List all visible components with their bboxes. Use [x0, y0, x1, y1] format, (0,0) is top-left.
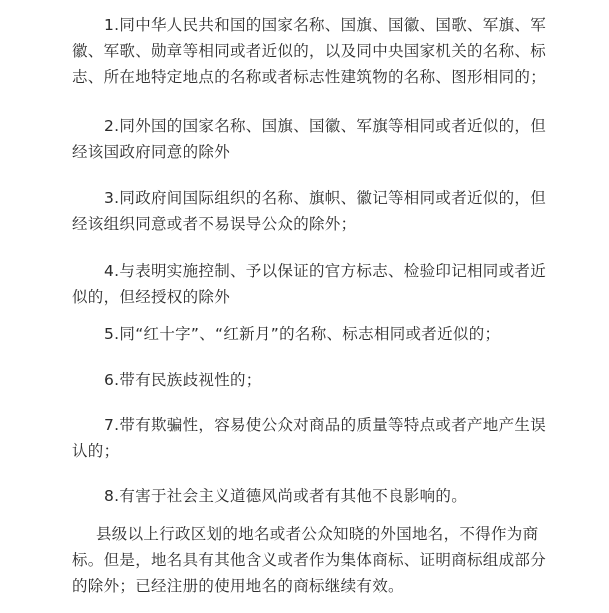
clause-8-line-1: 8.有害于社会主义道德风尚或者有其他不良影响的。	[104, 487, 467, 505]
clause-2-line-2: 经该国政府同意的除外	[72, 143, 231, 161]
clause-4	[72, 258, 546, 310]
clause-2	[72, 113, 546, 165]
clause-3-line-2: 经该组织同意或者不易误导公众的除外；	[72, 215, 357, 233]
clause-7-line-2: 认的；	[72, 442, 120, 460]
clause-1-line-2: 徽、军歌、勋章等相同或者近似的，以及同中央国家机关的名称、标	[72, 42, 547, 60]
clause-3	[72, 185, 546, 237]
place-name-line-3: 的除外；已经注册的使用地名的商标继续有效。	[72, 577, 404, 595]
clause-1-line-1: 1.同中华人民共和国的国家名称、国旗、国徽、国歌、军旗、军	[104, 16, 546, 34]
clause-8	[72, 483, 467, 509]
clause-6	[72, 367, 262, 393]
place-name-line-2: 标。但是，地名具有其他含义或者作为集体商标、证明商标组成部分	[72, 551, 547, 569]
clause-5	[72, 321, 500, 347]
clause-4-line-2: 似的，但经授权的除外	[72, 288, 231, 306]
clause-6-line-1: 6.带有民族歧视性的；	[104, 371, 262, 389]
clause-3-line-1: 3.同政府间国际组织的名称、旗帜、徽记等相同或者近似的，但	[104, 189, 546, 207]
place-name-paragraph	[72, 521, 546, 599]
clause-7	[72, 412, 546, 464]
clause-1	[72, 12, 546, 90]
clause-7-line-1: 7.带有欺骗性，容易使公众对商品的质量等特点或者产地产生误	[104, 416, 546, 434]
clause-2-line-1: 2.同外国的国家名称、国旗、国徽、军旗等相同或者近似的，但	[104, 117, 546, 135]
clause-1-line-3: 志、所在地特定地点的名称或者标志性建筑物的名称、图形相同的；	[72, 68, 547, 86]
clause-5-line-1: 5.同“红十字”、“红新月”的名称、标志相同或者近似的；	[104, 325, 501, 343]
clause-4-line-1: 4.与表明实施控制、予以保证的官方标志、检验印记相同或者近	[104, 262, 546, 280]
place-name-line-1: 县级以上行政区划的地名或者公众知晓的外国地名，不得作为商	[96, 525, 539, 543]
